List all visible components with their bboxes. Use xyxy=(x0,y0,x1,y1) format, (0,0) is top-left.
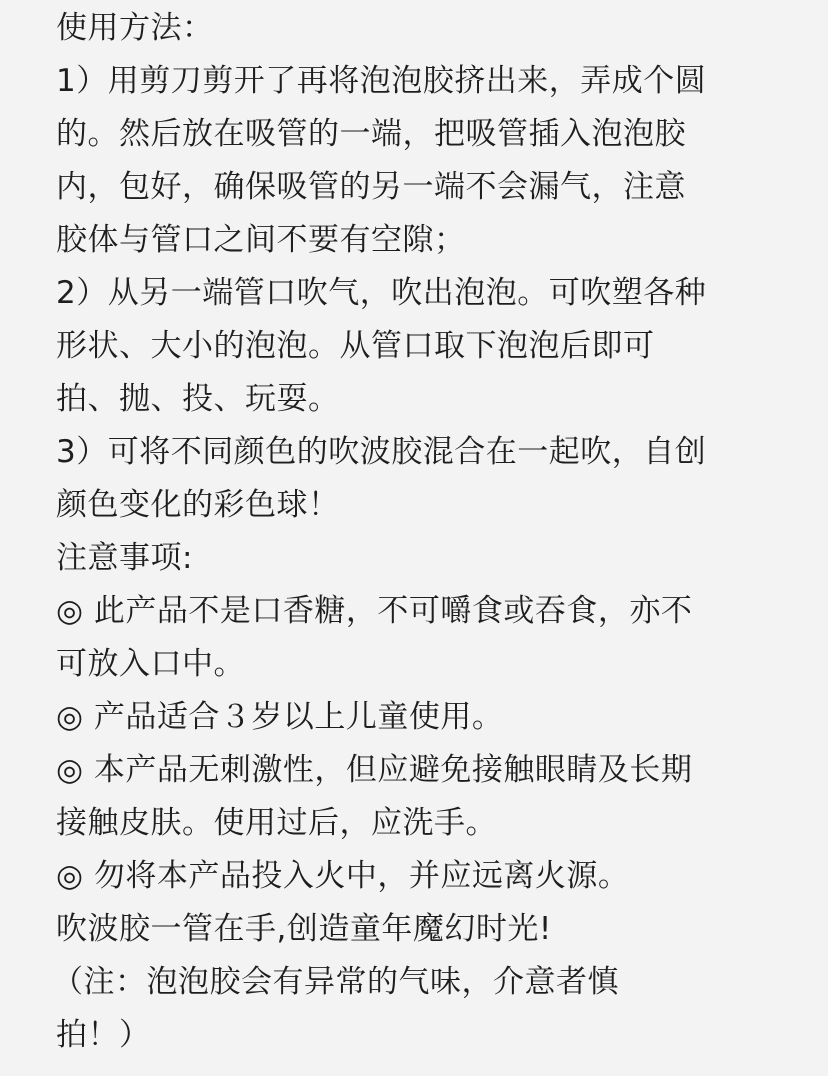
usage-step-1-line-3: 内，包好，确保吸管的另一端不会漏气，注意 xyxy=(56,169,686,205)
precaution-2: ◎ 产品适合３岁以上儿童使用。 xyxy=(56,699,504,735)
usage-step-3-line-1: 3）可将不同颜色的吹波胶混合在一起吹，自创 xyxy=(56,434,707,470)
precaution-1-line-2: 可放入口中。 xyxy=(56,646,245,682)
section-title-usage: 使用方法： xyxy=(56,10,214,46)
usage-step-2-line-3: 拍、抛、投、玩耍。 xyxy=(56,381,340,417)
usage-step-1-line-4: 胶体与管口之间不要有空隙； xyxy=(56,222,466,258)
precaution-3-line-1: ◎ 本产品无刺激性，但应避免接触眼睛及长期 xyxy=(56,752,693,788)
note-line-1: （注：泡泡胶会有异常的气味，介意者慎 xyxy=(52,964,619,1000)
usage-step-1-line-2: 的。然后放在吸管的一端，把吸管插入泡泡胶 xyxy=(56,116,686,152)
usage-step-1-line-1: 1）用剪刀剪开了再将泡泡胶挤出来，弄成个圆 xyxy=(56,63,707,99)
slogan: 吹波胶一管在手,创造童年魔幻时光! xyxy=(56,911,552,947)
section-title-precautions: 注意事项: xyxy=(56,540,193,576)
usage-step-3-line-2: 颜色变化的彩色球！ xyxy=(56,487,340,523)
precaution-1-line-1: ◎ 此产品不是口香糖，不可嚼食或吞食，亦不 xyxy=(56,593,693,629)
usage-step-2-line-2: 形状、大小的泡泡。从管口取下泡泡后即可 xyxy=(56,328,655,364)
precaution-4: ◎ 勿将本产品投入火中，并应远离火源。 xyxy=(56,858,630,894)
usage-step-2-line-1: 2）从另一端管口吹气，吹出泡泡。可吹塑各种 xyxy=(56,275,707,311)
precaution-3-line-2: 接触皮肤。使用过后，应洗手。 xyxy=(56,805,497,841)
note-line-2: 拍！） xyxy=(56,1017,151,1053)
